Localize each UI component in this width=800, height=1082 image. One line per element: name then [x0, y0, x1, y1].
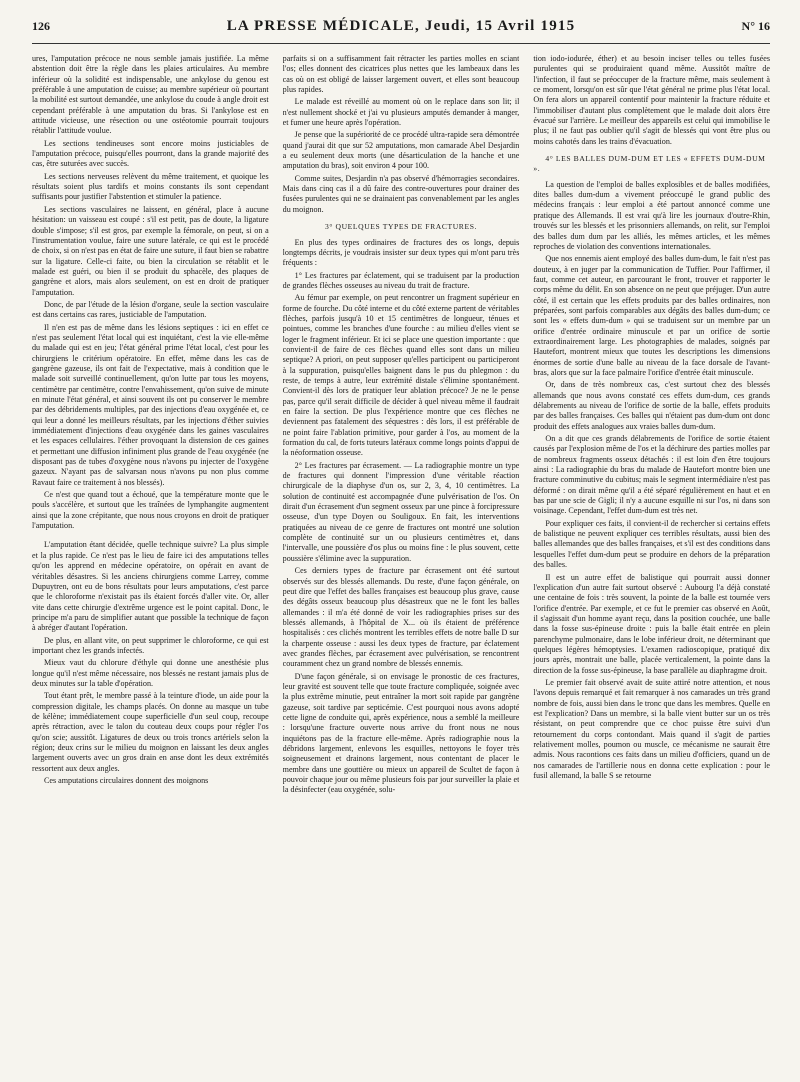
paragraph: Le premier fait observé avait de suite attiré notre attention, et nous l'avons depuis remarqué et fait remarquer à nos camarades un très grand nombre de fois, aussi bien dans le tronc que dans les membres. Quelle en est l'explication? Dans un membre, si la balle vient butter sur un os très résistant, on peut comprendre que ce choc puisse être suivi d'un retournement du corps contondant. Mais quand il s'agit de parties relativement molles, poumon ou muscle, ce mécanisme ne saurait être admis. Nous racontions ces faits dans un milieu d'officiers, quand un de nos camarades de l'artillerie nous en donna cette explication : pour le fusil allemand, la balle S se retourne	[533, 677, 770, 781]
paragraph: Il n'en est pas de même dans les lésions septiques : ici en effet ce n'est pas seulement l'état local qui est inquiétant, c'est la vie elle-même du malade qui est en jeu; l'état général prime l'état local, c'est pour les chirurgiens le critérium opératoire. En effet, même dans les cas de gangrène gazeuse, ils ont fait de l'expectative, mais à condition que le malade soit surveillé continuellement, qu'on lutte par tous les moyens, centimètre par centimètre, contre l'envahissement, qu'on suive de minute en minute l'état général, et ainsi souvent ils ont pu conserver le membre par des débridements multiples, par des injections d'eau oxygénée et, ce qui leur a donné les meilleurs résultats, par les injections d'éther suivies immédiatement d'injections d'eau oxygénée dans les gaines vasculaires et les espaces cellulaires. l'éther provoquant la distension de ces gaines et permettant une diffusion infiniment plus grande de l'eau oxygénée (ne disposant pas de tubes d'oxygène nous n'avons pu injecter de l'oxygène gazeux. N'ayant pas de salvarsan nous n'avons pu non plus comme Ravaut faire ce traitement à nos blessés).	[32, 322, 269, 487]
paragraph: Tout étant prêt, le membre passé à la teinture d'iode, un aide pour la compression digitale, les champs placés. On donne au masque un tube de kélène; immédiatement coupe superficielle d'un seul coup, recoupe après rétraction, avec le talon du couteau deux coups pour régler l'os qu'on scie; aussitôt. Ligatures de deux ou trois troncs artériels selon la région; deux crins sur le milieu du moignon en laissant les deux angles largement ouverts avec un gros drain en anse dont les deux extrémités ressortent aux deux angles.	[32, 691, 269, 773]
paragraph: Comme suites, Desjardin n'a pas observé d'hémorragies secondaires. Mais dans cinq cas il a dû faire des contre-ouvertures pour drainer des fusées purulentes qui ne se drainaient pas convenablement par les angles du moignon.	[282, 173, 520, 214]
paragraph: Ces amputations circulaires donnent des moignons	[44, 776, 209, 786]
paragraph: On a dit que ces grands délabrements de l'orifice de sortie étaient causés par l'explosion même de l'os et la déchirure des parties molles par de nombreux fragments osseux détachés : il est loin d'en être toujours ainsi : La radiographie du bras du malade de Hautefort montre bien une fracture comminutive du cubitus; mais le segment intermédiaire n'est pas déformé : on dirait même qu'il a été séparé régulièrement en haut et en bas par une scie de Gigli; il n'y a aucune esquille ni sur l'os, ni dans son voisinage. Cependant, l'effet dum-dum est très net.	[533, 434, 770, 516]
journal-title: LA PRESSE MÉDICALE, Jeudi, 15 Avril 1915	[226, 18, 576, 34]
paragraph: Je pense que la supériorité de ce procédé ultra-rapide sera démontrée quand j'aurai dit que sur 52 amputations, mon camarade Abel Desjardin a eu seulement deux morts (une désarticulation de la hanche et une amputation du bras), soit environ 4 pour 100.	[282, 130, 520, 171]
page-header	[32, 18, 770, 44]
paragraph: Ces derniers types de fracture par écrasement ont été surtout observés sur des blessés allemands. Du reste, d'une façon générale, on peut dire que l'effet des balles françaises est beaucoup plus grave, cause des dégâts osseux beaucoup plus désastreux que ne le font les balles allemandes : il m'a été donné de voir les radiographies prises sur des blessés allemands, à l'hôpital de X... où ils étaient de préférence hospitalisés : ces clichés montrent les terribles effets de notre balle D sur la charpente osseuse : aussi les deux types de fracture, par éclatement avec grandes flèches, par écrasement avec pulvérisation, se rencontrent couramment chez un grand nombre de blessés ennemis.	[282, 566, 520, 669]
paragraph: Le malade est réveillé au moment où on le replace dans son lit; il n'est nullement shocké et j'ai vu plusieurs amputés demander à manger, et fumer une heure après l'opération.	[282, 97, 520, 128]
paragraph: ures, l'amputation précoce ne nous semble jamais justifiée. La même abstention doit être la règle dans les plaies articulaires. Au membre inférieur où la solidité est indispensable, une ankylose du genou est préférable à une amputation de cuisse; au membre supérieur où pourtant la mobilité est surtout demandée, une ankylose du coude à angle droit est cependant préférable à une amputation du bras. Si l'ankylose est en attitude vicieuse, une résection ou une ostéotomie pourrait toujours rétablir l'attitude voulue.	[32, 54, 269, 136]
column-2	[283, 54, 520, 1072]
section-heading: 3° QUELQUES TYPES DE FRACTURES.	[324, 222, 478, 232]
article-columns	[32, 54, 770, 1072]
paragraph: D'une façon générale, si on envisage le pronostic de ces fractures, leur gravité est souvent telle que toute fracture compliquée, soignée avec la plus extrême minutie, peut entraîner la mort soit rapide par gangrène gazeuse, soit tardive par septicémie. C'est pourquoi nous avons adopté cette ligne de conduite qui, après expérience, nous a semblé la meilleure : lorsqu'une fracture ouverte nous arrive du front nous ne nous inquiétons pas de la fracture elle-même. Après radiographie nous la débridons largement, enlevons les esquilles, nettoyons le foyer très soigneusement et drainons largement, nous contentant de placer le membre dans une gouttière ou mieux un appareil de Scultet de façon à pouvoir chaque jour ou même plusieurs fois par jour surveiller la plaie et la désinfecter (eau oxygénée, solu-	[282, 671, 520, 795]
paragraph: tion iodo-iodurée, éther) et au besoin inciser telles ou telles fusées purulentes qui se produiraient quand même. Aussitôt maître de l'infection, il faut se préoccuper de la fracture même, mais seulement à ce moment, lorsqu'on est sûr que l'état général ne prime plus l'état local. On fera alors un appareil contentif pour maintenir la fracture réduite et l'immobiliser d'autant plus complètement que le malade doit alors être évacué sur l'arrière. Le meilleur des appareils est celui qui immobilise le plus; il ne faut pas oublier qu'il s'agit de blessés qui vont être plus ou moins cahotés dans les trains d'évacuation.	[533, 54, 770, 146]
paragraph: Les sections nerveuses relèvent du même traitement, et quoique les résultats soient plus tardifs et moins constants ils sont cependant suffisants pour justifier l'abstention et stimuler la patience.	[32, 171, 269, 202]
paragraph: Ce n'est que quand tout a échoué, que la température monte que le pouls s'accélère, et surtout que les traînées de lymphangite augmentent ainsi que la zone crépitante, que nous nous croyons en droit de pratiquer l'amputation.	[32, 490, 269, 531]
paragraph: Les sections tendineuses sont encore moins justiciables de l'amputation précoce, puisqu'elles pourront, dans la grande majorité des cas, être suturées avec succès.	[32, 138, 269, 169]
column-1	[32, 54, 269, 1072]
section-heading: 4° LES BALLES DUM-DUM ET LES « EFFETS DUM-DUM ».	[533, 154, 766, 174]
paragraph: L'amputation étant décidée, quelle technique suivre? La plus simple et la plus rapide. Ce n'est pas le lieu de faire ici des amputations telles qu'on les apprend en médecine opératoire, on opérait en avant de véritables désastres. Si les anciens chirurgiens comme Larrey, comme Dupuytren, ont eu de bons résultats pour leurs amputations, c'est parce que le chloroforme n'existait pas ils étaient forcés d'aller vite. Or, aller vite dans cette chirurgie d'extrême urgence est le point capital. Donc, le principe m'a paru de simplifier autant que possible la technique de façon à abréger d'autant l'opération.	[32, 540, 269, 633]
paragraph: En plus des types ordinaires de fractures des os longs, depuis longtemps décrits, je voudrais insister sur deux types qui m'ont paru très fréquents :	[282, 237, 520, 268]
paragraph: Donc, de par l'étude de la lésion d'organe, seule la section vasculaire est dans certains cas rares, justiciable de l'amputation.	[32, 299, 269, 320]
issue-number: N° 16	[741, 19, 770, 33]
paragraph: Les sections vasculaires ne laissent, en général, place à aucune hésitation: un vaisseau est coupé : s'il est petit, pas de doute, la ligature double s'impose; s'il est gros, par exemple la fémorale, on peut, si on a l'instrumentation voulue, faire une suture latérale, ce qui est le procédé de choix, si on n'est pas en état de faire une suture, il faut bien se rabattre sur la ligature. Celle-ci faite, ou bien la circulation se rétablit et le malade est guéri, ou bien il se produit du sphacèle, des plaques de gangrène et alors, mais alors seulement, on est en droit de pratiquer l'amputation.	[32, 204, 269, 297]
paragraph: Pour expliquer ces faits, il convient-il de rechercher si certains effets de balistique ne peuvent expliquer ces terribles résultats, aussi bien des balles allemandes que des balles françaises, et s'il est des conditions dans lesquelles l'effet dum-dum peut se produire en dehors de la préparation des balles.	[533, 518, 770, 570]
paragraph: 1° Les fractures par éclatement, qui se traduisent par la production de grandes flèches osseuses au niveau du trait de fracture.	[282, 270, 520, 290]
paragraph: Or, dans de très nombreux cas, c'est surtout chez des blessés allemands que nous avons constaté ces effets dum-dum, ces grands délabrements au niveau de l'orifice de sortie de la balle, effets produits par des balles françaises. Ces balles qui n'étaient pas dum-dum ont donc produit des effets analogues aux vraies balles dum-dum.	[533, 380, 770, 431]
paragraph: Que nos ennemis aient employé des balles dum-dum, le fait n'est pas douteux, à en juger par la communication de Tuffier. Pour l'affirmer, il faut, comme cet auteur, en parcourant le front, trouver et rapporter le corps même du délit. En son absence on ne peut que préjuger. D'un autre côté, il est certain que les effets produits par des balles ordinaires, non préparées, sont parfois comparables aux dégâts des balles dum-dum; ce sont les « effets dum-dum » qui se traduisent sur un membre par un orifice d'entrée ordinaire minuscule et par un orifice de sortie extraordinairement large. Les photographies de malades, soignés par Hautefort, montrent mieux que toutes les descriptions les dimensions énormes de sortie d'une balle au niveau de la face dorsale de l'avant-bras, alors que sur la face palmaire l'orifice d'entrée était minuscule.	[533, 254, 770, 377]
paragraph: De plus, en allant vite, on peut supprimer le chloroforme, ce qui est important chez les grands infectés.	[32, 635, 269, 655]
paragraph: La question de l'emploi de balles explosibles et de balles modifiées, dites balles dum-dum a vivement préoccupé le grand public des médecins français : leur emploi a été partout annoncé comme une pratique des Allemands. Il est vrai qu'à lire les journaux d'outre-Rhin, trouvés sur les blessés et les prisonniers allemands, on relit, sur l'emploi des balles dum dum par les alliés, les mêmes articles, et les mêmes reproches de violation des conventions internationales.	[533, 179, 770, 251]
paragraph: Mieux vaut du chlorure d'éthyle qui donne une anesthésie plus longue qu'il n'est même nécessaire, nos blessés ne restant jamais plus de deux minutes sur la table d'opération.	[32, 658, 269, 688]
paragraph: parfaits si on a suffisamment fait rétracter les parties molles en sciant l'os; elles donnent des cicatrices plus nettes que les lambeaux dans les cas où on est obligé de laisser largement ouvert, et elles sont beaucoup plus rapides.	[282, 54, 520, 95]
paragraph: Il est un autre effet de balistique qui pourrait aussi donner l'explication d'un autre fait surtout observé : Aubourg l'a déjà constaté une centaine de fois : très souvent, la pointe de la balle est tournée vers l'orifice d'entrée. Par exemple, et ce fut le premier cas observé en Août, il s'agissait d'un homme ayant reçu, dans la position couchée, une balle dans la fosse sus-épineuse droite : puis la balle était entrée en plein parenchyme pulmonaire, dans le lobe inférieur droit, ne déterminant que quelques légères hémoptysies. L'examen radioscopique, pratiqué dix jours après, montrait une balle, placée verticalement, la pointe dans la direction de la fosse sus-épineuse, la base parallèle au diaphragme droit.	[533, 572, 770, 675]
paragraph: Au fémur par exemple, on peut rencontrer un fragment supérieur en forme de fourche. Du côté interne et du côté externe partent de véritables flèches, parfois jusqu'à 10 et 15 centimètres de longueur, ténues et pointues, comme les branches d'une fourche : au milieu d'elles vient se loger le fragment inférieur. Et ici se place une question importante : que convient-il de faire de ces flèches quand elles sont dans un milieu septique? A priori, on peut supposer qu'elles participent ou participeront à la suppuration, puisqu'elles baignent dans le pus du phlegmon : du reste, de temps à autre, leur extrémité distale s'élimine spontanément. Convient-il dès lors de pratiquer leur ablation précoce? Je ne le pense pas, parce qu'il serait difficile de décider à quel niveau même il faudrait en faire la section. De plus l'expérience montre que ces flèches ne deviennent pas fatalement des séquestres : dès lors, il est préférable de ne point faire l'ablation primitive, pour garder à l'os, au moment de la formation du cal, de forts tuteurs latéraux comme longs points d'appui de la néoformation osseuse.	[282, 293, 520, 458]
paragraph: 2° Les fractures par écrasement. — La radiographie montre un type de fractures qui donnent l'impression d'une véritable réaction chirurgicale de la diaphyse d'un os, sur 2, 3, 4, 10 centimètres. La solution de continuité est accompagnée d'une pulvérisation de l'os. On dirait d'un écrasement d'un segment osseux par une pince à forcipressure osseuse, d'un type Doyen ou Souligoux. En fait, les interventions pratiquées au niveau de ce genre de fractures ont montré une solution complète de continuité sur un ou plusieurs centimètres et, dans l'intervalle, une poussière d'os plus ou moins fine : le plus souvent, cette poussière s'élimine avec la suppuration.	[282, 460, 520, 563]
column-3	[533, 54, 770, 1072]
page-number: 126	[32, 19, 50, 33]
